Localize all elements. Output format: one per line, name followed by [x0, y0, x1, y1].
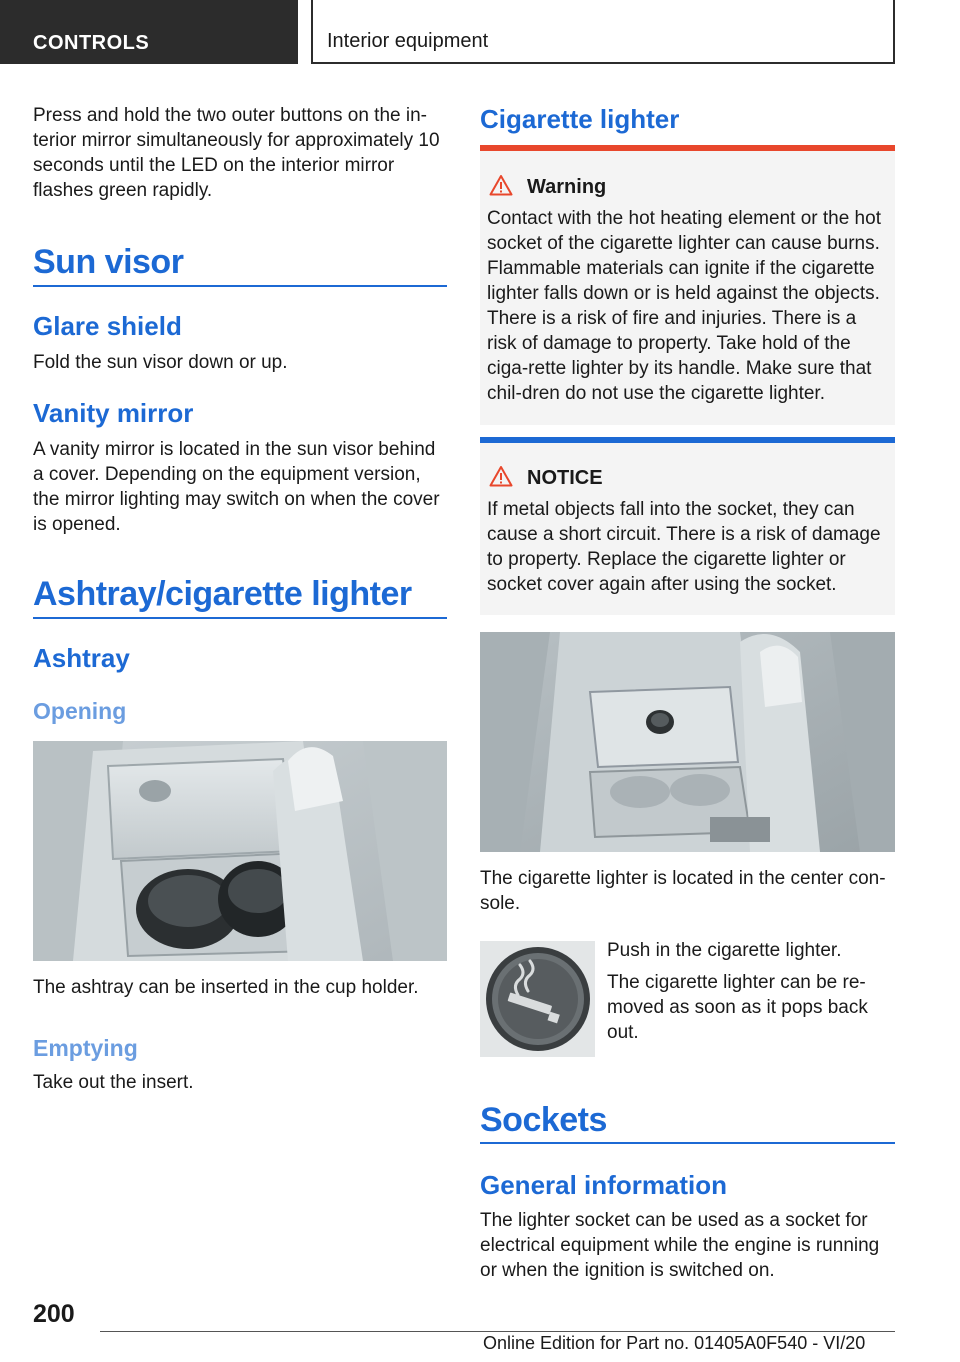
page-number: 200 — [33, 1300, 75, 1328]
warning-triangle-icon — [489, 174, 513, 196]
center-console-illustration — [480, 632, 895, 852]
center-console-photo — [480, 632, 895, 852]
ashtray-caption: The ashtray can be inserted in the cup holder. — [33, 977, 419, 998]
notice-triangle-icon — [489, 465, 513, 487]
notice-bar — [480, 437, 895, 443]
warning-box — [480, 145, 895, 425]
lighter-button-photo — [480, 941, 595, 1057]
footer-rule — [100, 1331, 895, 1332]
warning-title: Warning — [527, 176, 607, 198]
warning-title-row — [489, 174, 606, 199]
chapter-label: Interior equipment — [311, 0, 895, 64]
notice-title-row — [489, 465, 603, 490]
page-header — [0, 0, 960, 66]
vanity-mirror-heading: Vanity mirror — [33, 398, 194, 428]
cigarette-lighter-icon — [480, 941, 595, 1057]
remove-lighter-text: The cigarette lighter can be re-moved as soon as it pops back out. — [607, 972, 868, 1043]
warning-bar — [480, 145, 895, 151]
vanity-mirror-text: A vanity mirror is located in the sun visor behind a cover. Depending on the equipment version, the mirror lighting may switch on when the cover is opened. — [33, 439, 440, 535]
ashtray-photo — [33, 741, 447, 961]
general-information-heading: General information — [480, 1170, 728, 1200]
section-label: CONTROLS — [0, 0, 298, 64]
glare-shield-text: Fold the sun visor down or up. — [33, 352, 288, 373]
sun-visor-heading: Sun visor — [33, 243, 184, 281]
emptying-heading: Emptying — [33, 1035, 138, 1061]
notice-title: NOTICE — [527, 467, 603, 489]
ashtray-illustration — [33, 741, 447, 961]
warning-text: Contact with the hot heating element or the hot socket of the cigarette lighter can cause burns. Flammable materials can ignite if the cigarette lighter falls down or is held against the objects. There is a risk of fire and injuries. There is a risk of damage to property. Take hold of the ciga-rette lighter by its handle. Make sure that chil-dren do not use the cigarette lighter. — [487, 208, 881, 404]
sockets-rule — [480, 1142, 895, 1144]
notice-box — [480, 437, 895, 615]
general-information-text: The lighter socket can be used as a socket for electrical equipment while the engine is running or when the ignition is switched on. — [480, 1210, 880, 1281]
notice-text: If metal objects fall into the socket, they can cause a short circuit. There is a risk of damage to property. Replace the cigarette lighter or socket cover again after using the socket. — [487, 499, 881, 595]
lighter-caption: The cigarette lighter is located in the center con-sole. — [480, 868, 886, 914]
opening-heading: Opening — [33, 698, 127, 724]
cigarette-lighter-heading: Cigarette lighter — [480, 104, 680, 134]
sockets-heading: Sockets — [480, 1101, 607, 1139]
ashtray-lighter-heading: Ashtray/cigarette lighter — [33, 575, 412, 613]
ashtray-heading: Ashtray — [33, 643, 130, 673]
glare-shield-heading: Glare shield — [33, 311, 182, 341]
footer-edition: Online Edition for Part no. 01405A0F540 - VI/20 — [483, 1333, 866, 1353]
intro-paragraph: Press and hold the two outer buttons on the in-terior mirror simultaneously for approximately 10 seconds until the LED on the interior mirror flashes green rapidly. — [33, 105, 440, 201]
emptying-text: Take out the insert. — [33, 1072, 194, 1093]
push-lighter-text: Push in the cigarette lighter. — [607, 940, 842, 961]
sun-visor-rule — [33, 285, 447, 287]
ashtray-lighter-rule — [33, 617, 447, 619]
